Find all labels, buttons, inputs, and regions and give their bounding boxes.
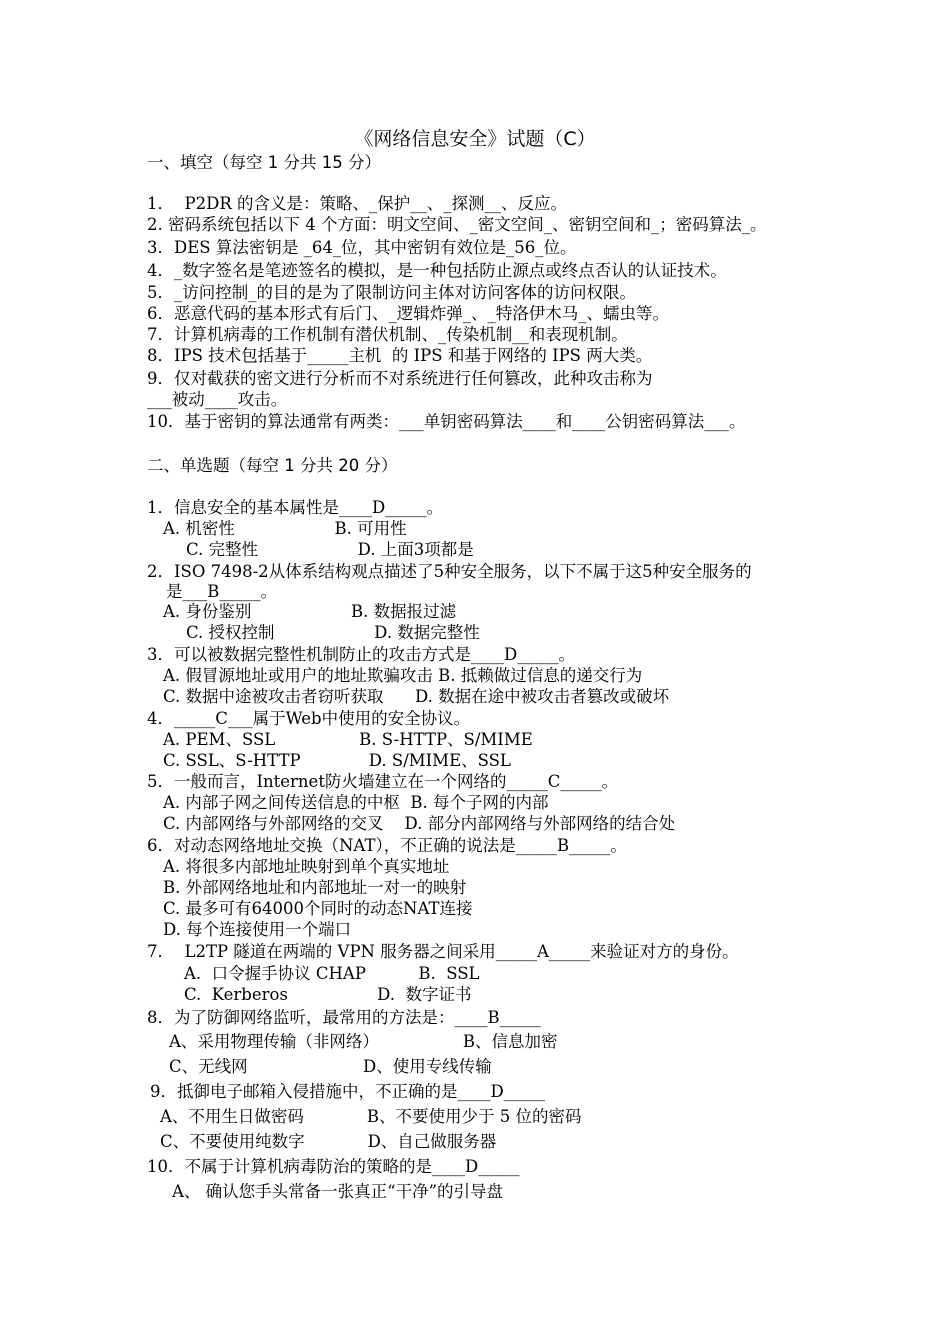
section-1-heading: 一、填空（每空 1 分共 15 分）	[147, 153, 381, 172]
choice-q7-options-ab: A. 口令握手协议 CHAP B. SSL	[184, 964, 480, 983]
choice-q9-options-cd: C、不要使用纯数字 D、自己做服务器	[160, 1132, 497, 1151]
exam-title: 《网络信息安全》试题（C）	[354, 128, 596, 150]
choice-q9: 9．抵御电子邮箱入侵措施中，不正确的是____D_____	[150, 1082, 545, 1101]
choice-q9-options-ab: A、不用生日做密码 B、不要使用少于 5 位的密码	[160, 1107, 582, 1126]
fill-q1: 1． P2DR 的含义是：策略、_保护__、_探测__、反应。	[147, 194, 567, 213]
choice-q2-options-ab: A. 身份鉴别 B. 数据报过滤	[163, 602, 457, 621]
choice-q6-option-c: C. 最多可有64000个同时的动态NAT连接	[163, 899, 473, 918]
choice-q8-options-cd: C、无线网 D、使用专线传输	[169, 1057, 492, 1076]
section-2-heading: 二、单选题（每空 1 分共 20 分）	[147, 456, 398, 475]
choice-q2: 2．ISO 7498-2从体系结构观点描述了5种安全服务，以下不属于这5种安全服务的	[147, 562, 752, 581]
choice-q2-options-cd: C. 授权控制 D. 数据完整性	[186, 623, 480, 642]
choice-q8: 8．为了防御网络监听，最常用的方法是：____B_____	[147, 1008, 541, 1027]
fill-q9-cont: ___被动____攻击。	[147, 390, 288, 409]
choice-q3: 3．可以被数据完整性机制防止的攻击方式是____D_____。	[147, 645, 575, 664]
choice-q8-options-ab: A、采用物理传输（非网络） B、信息加密	[169, 1032, 558, 1051]
choice-q6-option-a: A. 将很多内部地址映射到单个真实地址	[163, 857, 450, 876]
choice-q7-options-cd: C. Kerberos D. 数字证书	[184, 985, 472, 1004]
choice-q5-options-cd: C. 内部网络与外部网络的交叉 D. 部分内部网络与外部网络的结合处	[163, 814, 676, 833]
choice-q10-option-a: A、 确认您手头常备一张真正“干净”的引导盘	[172, 1182, 504, 1201]
choice-q1-options-ab: A. 机密性 B. 可用性	[163, 519, 407, 538]
fill-q3: 3．DES 算法密钥是 _64_位，其中密钥有效位是_56_位。	[147, 238, 577, 257]
fill-q9: 9．仅对截获的密文进行分析而不对系统进行任何篡改，此种攻击称为	[147, 369, 653, 388]
fill-q7: 7．计算机病毒的工作机制有潜伏机制、_传染机制__和表现机制。	[147, 325, 628, 344]
choice-q1: 1．信息安全的基本属性是____D_____。	[147, 498, 443, 517]
choice-q3-options-ab: A. 假冒源地址或用户的地址欺骗攻击 B. 抵赖做过信息的递交行为	[163, 666, 643, 685]
fill-q10: 10．基于密钥的算法通常有两类：___单钥密码算法____和____公钥密码算法___。	[147, 412, 746, 431]
choice-q4: 4．_____C___属于Web中使用的安全协议。	[147, 709, 471, 728]
choice-q1-options-cd: C. 完整性 D. 上面3项都是	[186, 540, 474, 559]
fill-q2: 2. 密码系统包括以下 4 个方面：明文空间、_密文空间_、密钥空间和_；密码算法_。	[147, 215, 767, 234]
choice-q4-options-cd: C. SSL、S-HTTP D. S/MIME、SSL	[163, 751, 511, 770]
choice-q6-option-b: B. 外部网络地址和内部地址一对一的映射	[163, 878, 467, 897]
choice-q5-options-ab: A. 内部子网之间传送信息的中枢 B. 每个子网的内部	[163, 793, 549, 812]
fill-q5: 5．_访问控制_的目的是为了限制访问主体对访问客体的访问权限。	[147, 283, 636, 302]
choice-q5: 5．一般而言，Internet防火墙建立在一个网络的_____C_____。	[147, 772, 619, 791]
choice-q2-cont: 是___B_____。	[166, 582, 278, 601]
fill-q6: 6．恶意代码的基本形式有后门、_逻辑炸弹_、_特洛伊木马_、蠕虫等。	[147, 304, 669, 323]
choice-q4-options-ab: A. PEM、SSL B. S-HTTP、S/MIME	[163, 730, 533, 749]
fill-q8: 8．IPS 技术包括基于_____主机 的 IPS 和基于网络的 IPS 两大类。	[147, 346, 653, 365]
choice-q6: 6．对动态网络地址交换（NAT），不正确的说法是_____B_____。	[147, 836, 627, 855]
fill-q4: 4．_数字签名是笔迹签名的模拟，是一种包括防止源点或终点否认的认证技术。	[147, 261, 727, 280]
choice-q7: 7． L2TP 隧道在两端的 VPN 服务器之间采用_____A_____来验证对方的身份。	[147, 942, 739, 961]
choice-q3-options-cd: C. 数据中途被攻击者窃听获取 D. 数据在途中被攻击者篡改或破坏	[163, 687, 670, 706]
choice-q6-option-d: D. 每个连接使用一个端口	[163, 920, 352, 939]
choice-q10: 10．不属于计算机病毒防治的策略的是____D_____	[147, 1157, 520, 1176]
